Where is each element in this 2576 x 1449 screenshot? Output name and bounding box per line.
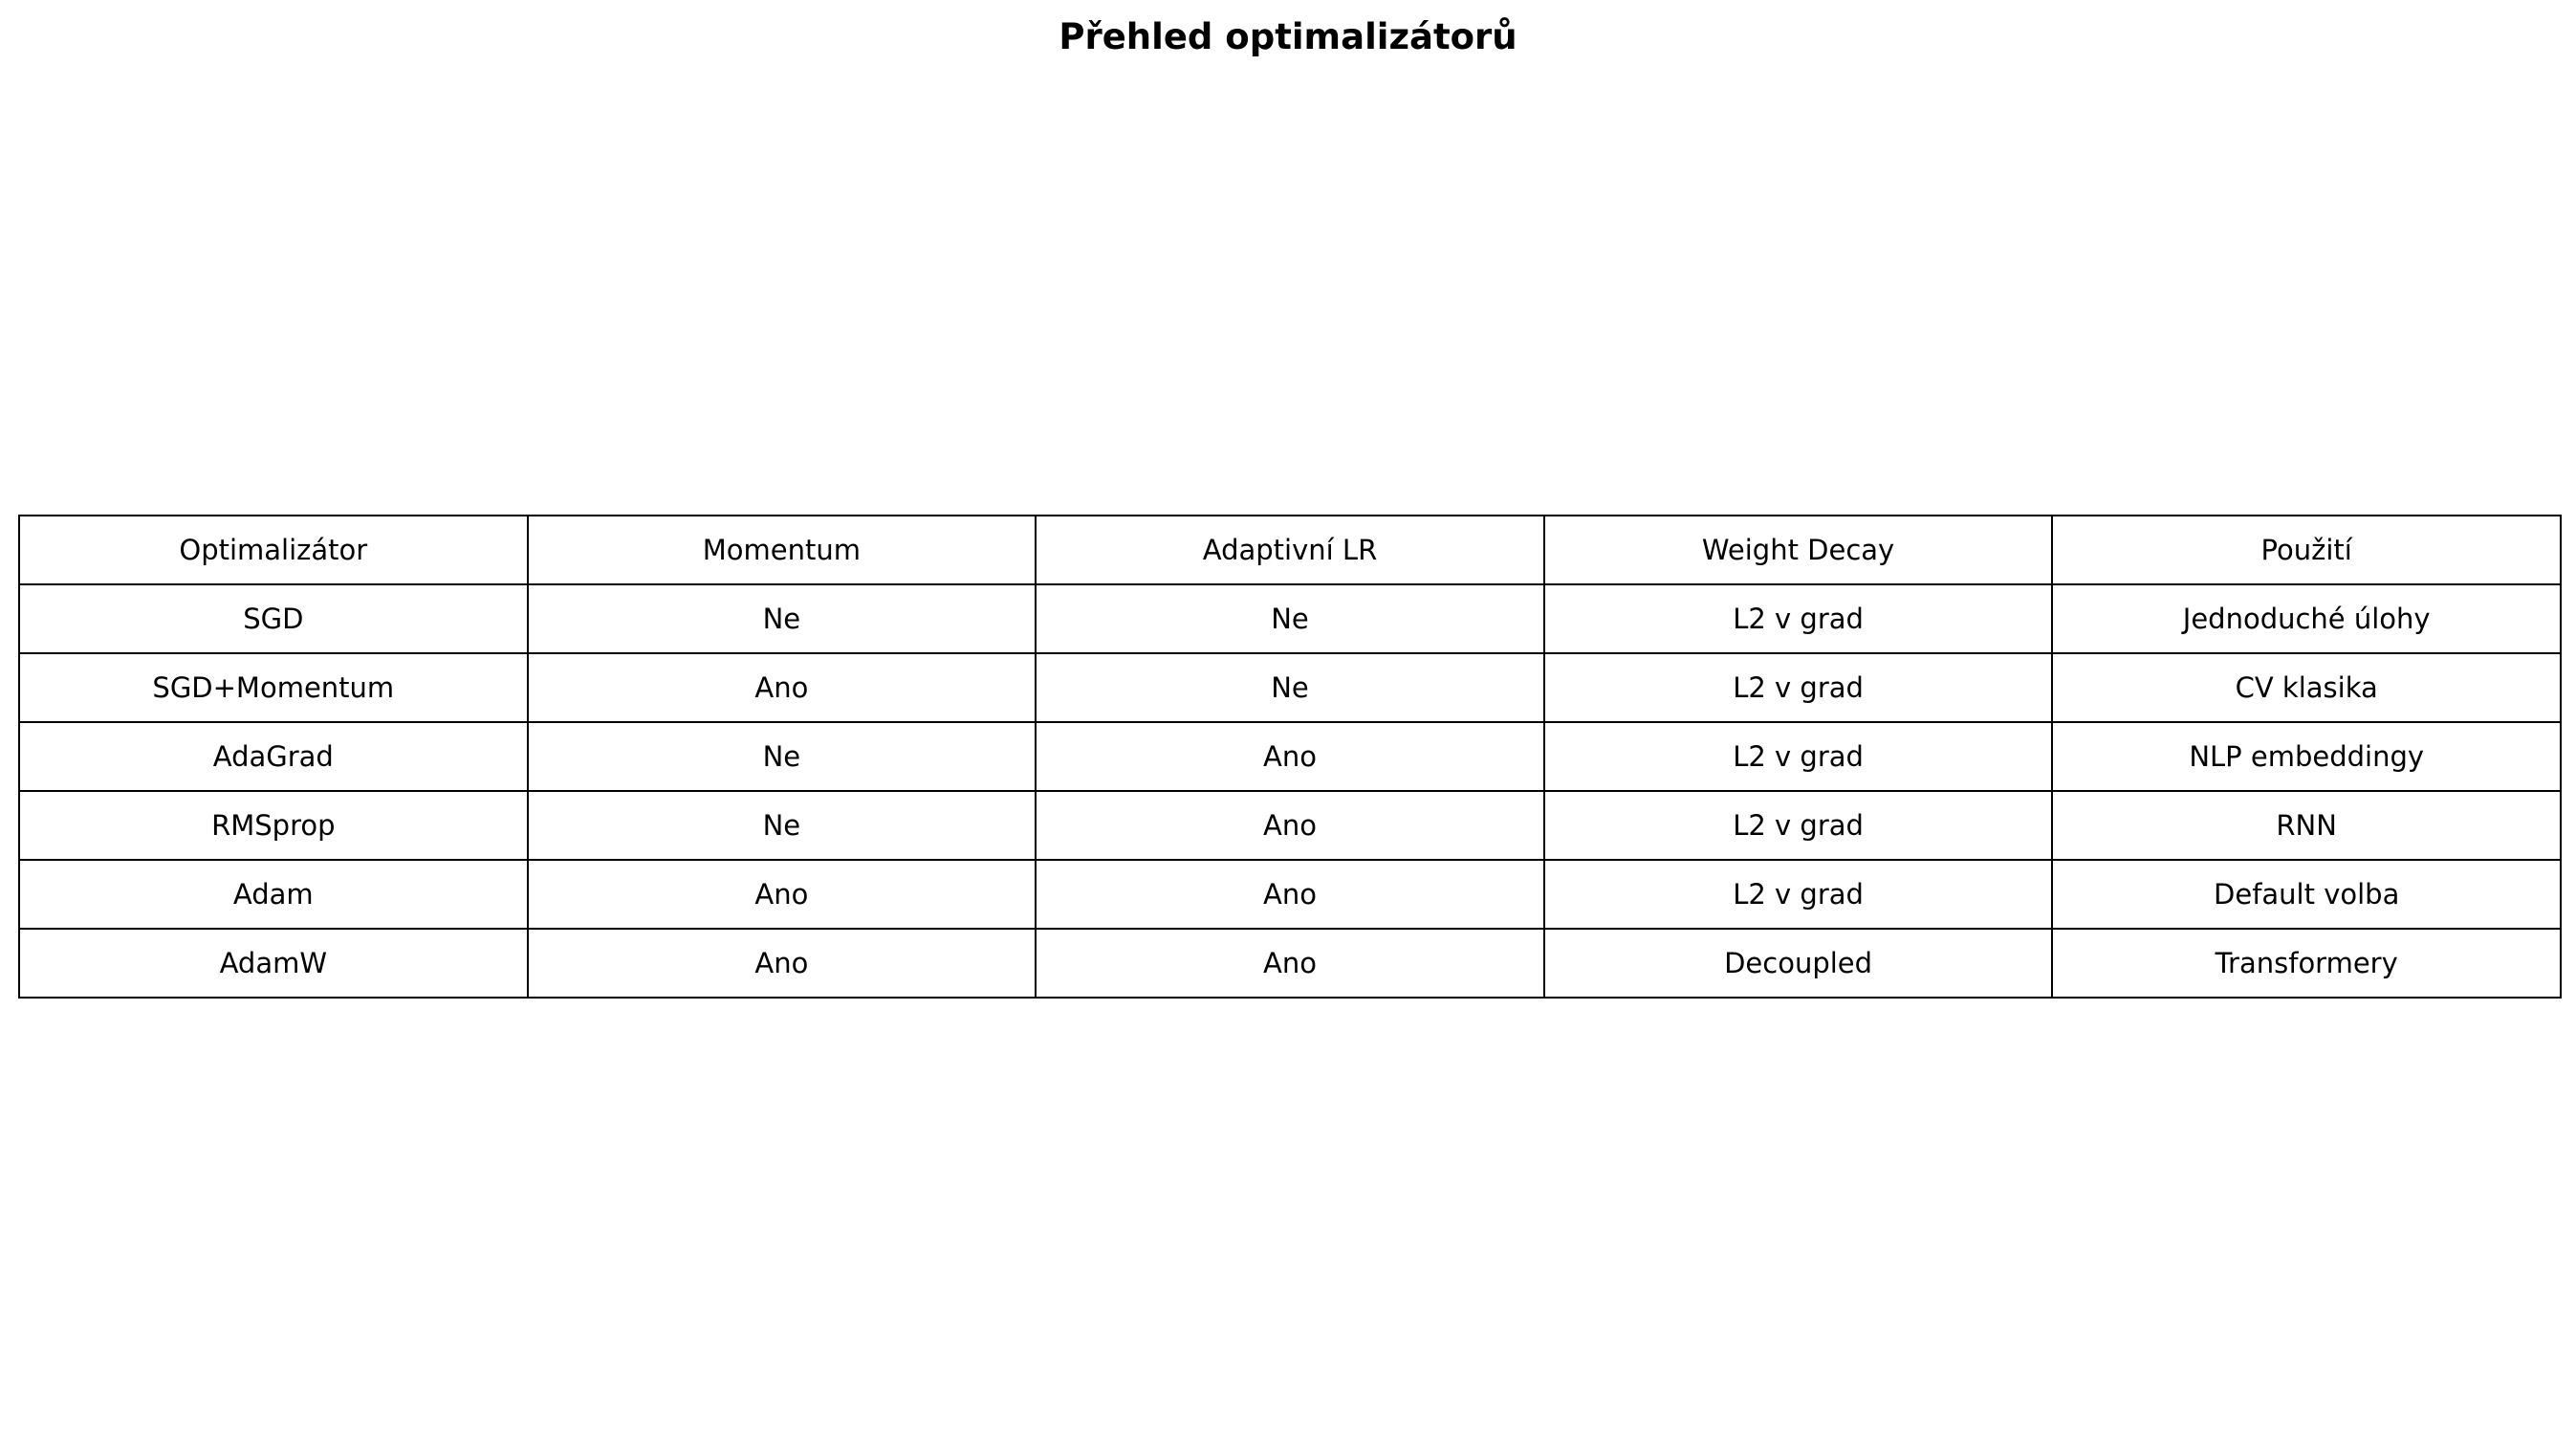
cell-adaptive-lr: Ne (1036, 653, 1544, 722)
table-header-row (19, 516, 2561, 584)
table-row (19, 584, 2561, 653)
cell-optimizer: Adam (19, 860, 528, 929)
cell-optimizer: AdamW (19, 929, 528, 998)
cell-weight-decay: Decoupled (1544, 929, 2053, 998)
cell-momentum: Ano (528, 860, 1037, 929)
cell-adaptive-lr: Ano (1036, 860, 1544, 929)
table-row (19, 722, 2561, 791)
cell-weight-decay: L2 v grad (1544, 860, 2053, 929)
cell-usage: CV klasika (2052, 653, 2561, 722)
cell-optimizer: SGD (19, 584, 528, 653)
table-body (19, 516, 2561, 998)
cell-optimizer: SGD+Momentum (19, 653, 528, 722)
table-row (19, 860, 2561, 929)
cell-momentum: Ne (528, 722, 1037, 791)
cell-weight-decay: L2 v grad (1544, 584, 2053, 653)
cell-usage: RNN (2052, 791, 2561, 860)
table-row (19, 929, 2561, 998)
table-row (19, 653, 2561, 722)
cell-weight-decay: L2 v grad (1544, 722, 2053, 791)
chart-title: Přehled optimalizátorů (1059, 16, 1517, 57)
cell-momentum: Ano (528, 653, 1037, 722)
header-cell-momentum: Momentum (528, 516, 1037, 584)
cell-adaptive-lr: Ano (1036, 929, 1544, 998)
cell-momentum: Ne (528, 584, 1037, 653)
cell-usage: Transformery (2052, 929, 2561, 998)
cell-usage: Default volba (2052, 860, 2561, 929)
optimizer-table-container (18, 515, 2562, 999)
cell-momentum: Ne (528, 791, 1037, 860)
cell-momentum: Ano (528, 929, 1037, 998)
optimizer-table (18, 515, 2562, 999)
cell-optimizer: AdaGrad (19, 722, 528, 791)
header-cell-usage: Použití (2052, 516, 2561, 584)
cell-optimizer: RMSprop (19, 791, 528, 860)
cell-adaptive-lr: Ano (1036, 722, 1544, 791)
cell-usage: Jednoduché úlohy (2052, 584, 2561, 653)
cell-adaptive-lr: Ne (1036, 584, 1544, 653)
cell-weight-decay: L2 v grad (1544, 791, 2053, 860)
cell-adaptive-lr: Ano (1036, 791, 1544, 860)
header-cell-adaptive-lr: Adaptivní LR (1036, 516, 1544, 584)
cell-weight-decay: L2 v grad (1544, 653, 2053, 722)
header-cell-weight-decay: Weight Decay (1544, 516, 2053, 584)
header-cell-optimizer: Optimalizátor (19, 516, 528, 584)
cell-usage: NLP embeddingy (2052, 722, 2561, 791)
table-row (19, 791, 2561, 860)
